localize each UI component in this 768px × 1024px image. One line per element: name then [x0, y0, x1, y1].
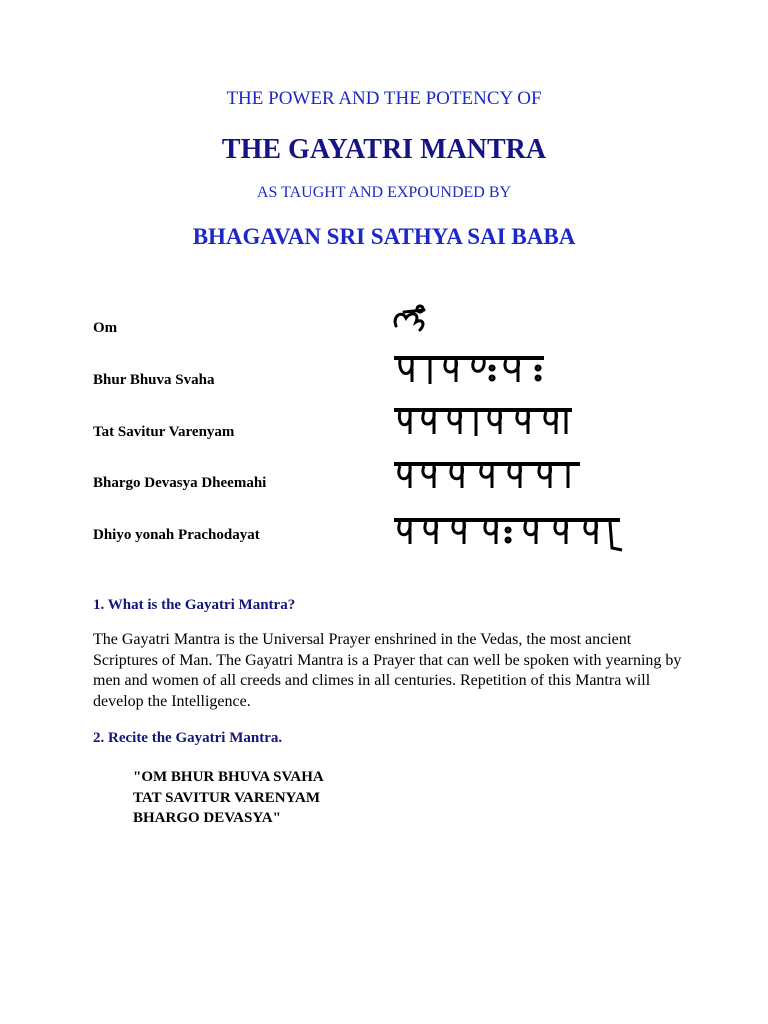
section-heading-1: 1. What is the Gayatri Mantra?: [93, 597, 296, 613]
section-heading-2: 2. Recite the Gayatri Mantra.: [93, 730, 283, 746]
sanskrit-line-3-glyph: [390, 398, 580, 444]
sanskrit-om-glyph: [390, 304, 440, 338]
quote-line: "OM BHUR BHUVA SVAHA: [133, 769, 324, 785]
author-heading: BHAGAVAN SRI SATHYA SAI BABA: [192, 224, 576, 249]
sanskrit-line-2-glyph: [390, 348, 550, 390]
sanskrit-line-4-glyph: [390, 452, 590, 496]
mantra-line-om: Om: [93, 320, 118, 336]
mantra-line-5: Dhiyo yonah Prachodayat: [93, 527, 260, 543]
quote-line: TAT SAVITUR VARENYAM: [133, 789, 321, 806]
subtitle-line-2: AS TAUGHT AND EXPOUNDED BY: [256, 184, 512, 201]
quote-line: BHARGO DEVASYA": [133, 810, 281, 826]
mantra-line-3: Tat Savitur Varenyam: [93, 424, 235, 440]
sanskrit-line-5-glyph: [390, 508, 635, 556]
mantra-quote: [133, 767, 324, 829]
subtitle-line: THE POWER AND THE POTENCY OF: [226, 88, 542, 109]
mantra-line-4: Bhargo Devasya Dheemahi: [93, 475, 267, 491]
section-body-1: The Gayatri Mantra is the Universal Prayer enshrined in the Vedas, the most ancient Scriptures of Man. The Gayatri Mantra is a Prayer that can well be spoken with yearning by men and women of all creeds and climes in all centuries. Repetition of this Mantra will develop the Intelligence.: [93, 631, 682, 710]
page-title: THE GAYATRI MANTRA: [221, 134, 547, 165]
mantra-line-2: Bhur Bhuva Svaha: [93, 372, 215, 388]
